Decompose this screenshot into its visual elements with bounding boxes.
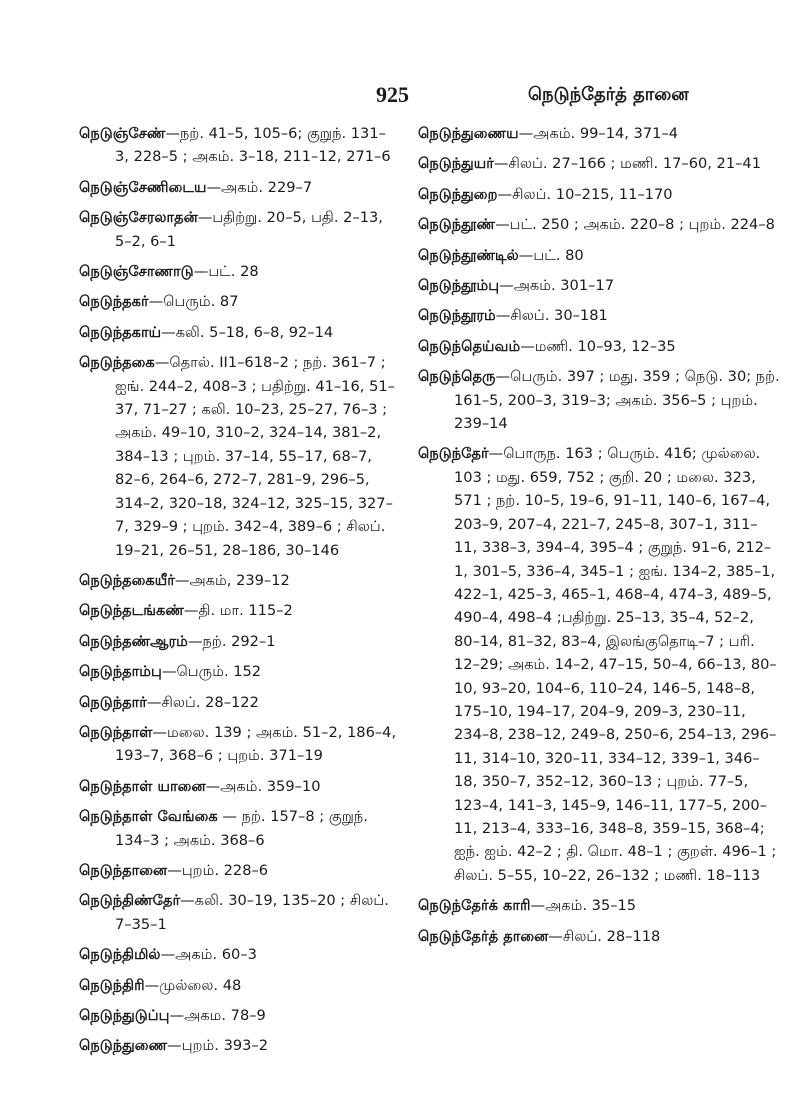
entry-headword: நெடுந்திண்தேர் — [79, 892, 181, 910]
entry-headword: நெடுந்துயர் — [418, 155, 494, 173]
entry-references: —பொருந. 163 ; பெரும். 416; முல்லை. 103 ; மது. 659, 752 ; குறி. 20 ; மலை. 323, 571 ; நற். 10–5, 19–6, 91–11, 140–6, 167–4, 203–9, 207–4, 221–7, 245–8, 307–1, 311–11, 338–3, 394–4, 395–4 ; குறுந். 91–6, 212–1, 301–5, 336–4, 345–1 ; ஐங். 134–2, 385–1, 422–1, 425–3, 465–1, 468–4, 474–3, 489–5, 490–4, 498–4 ;பதிற்று. 25–13, 35–4, 52–2, 80–14, 81–32, 83–4, இலங்குதொடி–7 ; பரி. 12–29; அகம். 14–2, 47–15, 50–4, 66–13, 80–10, 93–20, 104–6, 110–24, 146–5, 148–8, 175–10, 194–17, 204–9, 209–3, 230–11, 234–8, 238–12, 249–8, 250–6, 254–13, 296–11, 314–10, 320–11, 334–12, 339–1, 346–18, 350–7, 352–12, 360–13 ; புறம். 77–5, 123–4, 141–3, 145–9, 146–11, 177–5, 200–11, 213–4, 333–16, 348–8, 359–15, 368–4; ஐந். ஐம். 42–2 ; தி. மொ. 48–1 ; குறள். 496–1 ; சிலப். 5–55, 10–22, 26–132 ; மணி. 18–113 — [454, 445, 777, 884]
entry-references: —பெரும். 152 — [161, 663, 262, 681]
index-entry — [418, 894, 780, 917]
entry-headword: நெடுந்தேர்க் காரி — [418, 897, 531, 915]
entry-references: —நற். 292–1 — [187, 632, 276, 650]
entry-references: —தி. மா. 115–2 — [183, 602, 293, 620]
entry-references: —முல்லை. 48 — [144, 976, 242, 994]
entry-references: —அகம. 78–9 — [169, 1007, 266, 1024]
index-entry — [418, 183, 780, 206]
right-column — [418, 122, 780, 955]
entry-headword: நெடுஞ்சேணிடைய — [79, 178, 207, 196]
entry-references: —பட். 28 — [193, 263, 259, 281]
entry-references: —அகம். 359–10 — [205, 777, 321, 795]
entry-headword: நெடுந்தகை — [79, 354, 155, 372]
index-entry — [79, 206, 397, 253]
index-entry — [418, 213, 780, 236]
entry-headword: நெடுந்தூரம் — [418, 307, 496, 325]
entry-references: —கலி. 5–18, 6–8, 92–14 — [161, 323, 334, 341]
left-column — [79, 122, 397, 1065]
entry-references: —மணி. 10–93, 12–35 — [520, 337, 676, 355]
index-entry — [79, 260, 397, 283]
entry-headword: நெடுந்தடங்கண் — [79, 602, 184, 620]
entry-headword: நெடுந்துறை — [418, 185, 498, 203]
page-header — [0, 82, 800, 116]
page-number: 925 — [376, 82, 409, 107]
entry-headword: நெடுந்தெய்வம் — [418, 337, 521, 355]
entry-headword: நெடுந்தேர்த் தானை — [418, 927, 549, 945]
entry-headword: நெடுந்தண்ஆரம் — [79, 632, 188, 650]
entry-headword: நெடுந்தானை — [79, 861, 168, 879]
entry-headword: நெடுந்தகையீர் — [79, 571, 175, 589]
entry-references: —சிலப். 27–166 ; மணி. 17–60, 21–41 — [493, 155, 761, 173]
entry-references: —சிலப். 28–118 — [548, 927, 661, 945]
index-entry — [79, 630, 397, 653]
entry-headword: நெடுந்தார் — [79, 693, 147, 711]
index-entry — [79, 974, 397, 997]
entry-references: —அகம். 35–15 — [530, 897, 637, 915]
entry-headword: நெடுந்துடுப்பு — [79, 1007, 170, 1024]
entry-headword: நெடுந்தாள் வேங்கை — [79, 808, 218, 826]
index-entry — [79, 599, 397, 622]
entry-references: —அகம். 229–7 — [206, 178, 313, 196]
index-entry — [79, 805, 397, 852]
index-entry — [79, 721, 397, 768]
entry-headword: நெடுந்தேர் — [418, 445, 489, 463]
index-entry — [418, 152, 780, 175]
index-entry — [79, 1034, 397, 1057]
entry-headword: நெடுந்தெரு — [418, 368, 496, 386]
entry-headword: நெடுந்துணை — [79, 1037, 168, 1055]
index-entry — [79, 859, 397, 882]
entry-references: —சிலப். 28–122 — [146, 693, 259, 711]
index-entry — [418, 365, 780, 435]
index-entry — [418, 335, 780, 358]
entry-headword: நெடுந்திமில் — [79, 946, 161, 964]
entry-headword: நெடுந்தகாய் — [79, 323, 162, 341]
entry-headword: நெடுந்துணைய — [418, 125, 519, 142]
index-entry — [79, 943, 397, 966]
entry-references: —பெரும். 87 — [148, 293, 239, 311]
entry-references: —அகம். 60–3 — [160, 946, 257, 964]
entry-references: —கலி. 30–19, 135–20 ; சிலப். 7–35–1 — [115, 892, 389, 933]
entry-references: —மலை. 139 ; அகம். 51–2, 186–4, 193–7, 368–6 ; புறம். 371–19 — [115, 723, 397, 765]
entry-headword: நெடுந்தூம்பு — [418, 277, 500, 295]
index-entry — [79, 176, 397, 199]
index-entry — [79, 321, 397, 344]
entry-headword: நெடுந்தூண் — [418, 216, 496, 234]
entry-references: —பட். 80 — [518, 246, 584, 264]
index-entry — [418, 122, 780, 145]
entry-headword: நெடுந்தாள் — [79, 723, 153, 741]
entry-references: — நற். 157–8 ; குறுந். 134–3 ; அகம். 368–6 — [115, 808, 368, 849]
entry-headword: நெடுந்தூண்டில் — [418, 246, 519, 264]
entry-references: —புறம். 393–2 — [167, 1037, 269, 1055]
entry-headword: நெடுந்தகர் — [79, 293, 149, 311]
index-entry — [79, 691, 397, 714]
entry-references: —சிலப். 30–181 — [495, 307, 608, 325]
entry-headword: நெடுந்திரி — [79, 976, 145, 994]
index-entry — [418, 274, 780, 297]
entry-references: —பெரும். 397 ; மது. 359 ; நெடு. 30; நற். 161–5, 200–3, 319–3; அகம். 356–5 ; புறம். 239–14 — [454, 368, 780, 433]
index-entry — [79, 351, 397, 562]
index-entry — [418, 442, 780, 887]
entry-references: —அகம். 99–14, 371–4 — [518, 125, 678, 142]
index-entry — [79, 660, 397, 683]
index-entry — [79, 889, 397, 936]
entry-headword: நெடுஞ்சேண் — [79, 125, 166, 142]
index-entry — [418, 244, 780, 267]
entry-references: —தொல். II1–618–2 ; நற். 361–7 ; ஐங். 244–2, 408–3 ; பதிற்று. 41–16, 51–37, 71–27 ; கலி. 10–23, 25–27, 76–3 ; அகம். 49–10, 310–2, 324–14, 381–2, 384–13 ; புறம். 37–14, 55–17, 68–7, 82–6, 264–6, 272–7, 281–9, 296–5, 314–2, 320–18, 324–12, 325–15, 327–7, 329–9 ; புறம். 342–4, 389–6 ; சிலப். 19–21, 26–51, 28–186, 30–146 — [115, 354, 395, 559]
index-entry — [79, 775, 397, 798]
index-entry — [418, 304, 780, 327]
entry-references: —நற். 41–5, 105–6; குறுந். 131–3, 228–5 ; அகம். 3–18, 211–12, 271–6 — [115, 125, 391, 166]
entry-references: —அகம். 301–17 — [499, 277, 614, 295]
entry-references: —பதிற்று. 20–5, பதி. 2–13, 5–2, 6–1 — [115, 209, 383, 250]
index-entry — [79, 290, 397, 313]
entry-headword: நெடுஞ்சேரலாதன் — [79, 209, 198, 227]
index-entry — [79, 569, 397, 592]
entry-references: —பட். 250 ; அகம். 220–8 ; புறம். 224–8 — [495, 216, 775, 234]
entry-references: —புறம். 228–6 — [167, 861, 269, 879]
index-entry — [79, 1004, 397, 1027]
entry-references: —அகம், 239–12 — [174, 571, 290, 589]
entry-headword: நெடுந்தாள் யானை — [79, 777, 206, 795]
running-head: நெடுந்தேர்த் தானை — [528, 84, 689, 105]
index-entry — [418, 925, 780, 948]
entry-headword: நெடுஞ்சோணாடு — [79, 263, 194, 281]
entry-headword: நெடுந்தாம்பு — [79, 663, 162, 681]
index-entry — [79, 122, 397, 169]
entry-references: —சிலப். 10–215, 11–170 — [497, 185, 673, 203]
